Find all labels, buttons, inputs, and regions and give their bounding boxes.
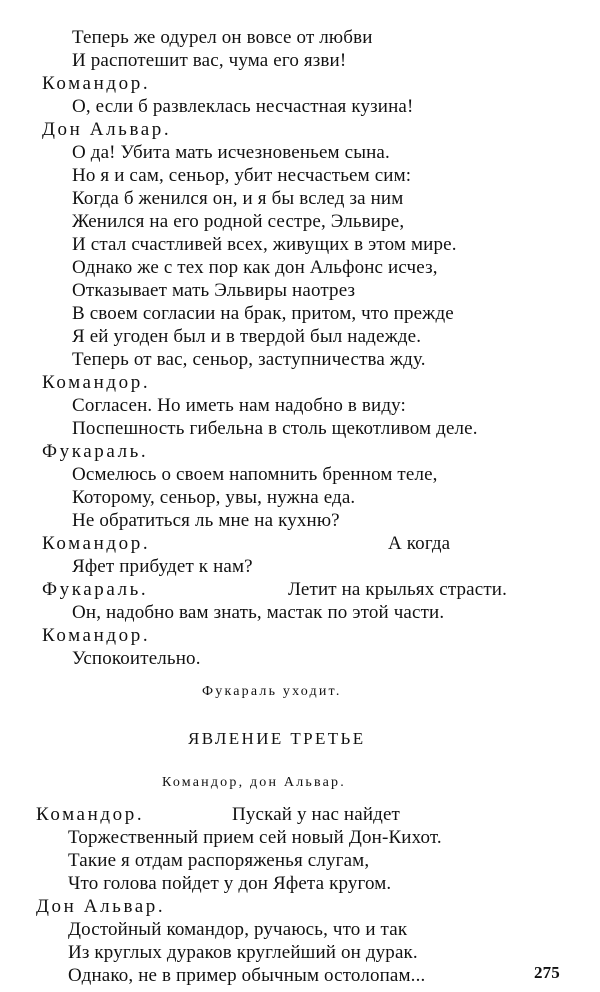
verse-line: Торжественный прием сей новый Дон-Кихот. bbox=[68, 827, 442, 848]
verse-line: О да! Убита мать исчезновеньем сына. bbox=[72, 142, 390, 163]
verse-line: Поспешность гибельна в столь щекотливом деле. bbox=[72, 418, 478, 439]
speaker-name: Фукараль. bbox=[42, 441, 149, 462]
verse-line: Летит на крыльях страсти. bbox=[288, 579, 508, 600]
verse-line: Что голова пойдет у дон Яфета кругом. bbox=[68, 873, 392, 894]
speaker-name: Дон Альвар. bbox=[36, 896, 166, 917]
scene-heading: ЯВЛЕНИЕ ТРЕТЬЕ bbox=[188, 729, 366, 748]
verse-line: И стал счастливей всех, живущих в этом мире. bbox=[72, 234, 457, 255]
verse-line: Женился на его родной сестре, Эльвире, bbox=[72, 211, 405, 232]
verse-line: Из круглых дураков круглейший он дурак. bbox=[68, 942, 418, 963]
verse-line: Яфет прибудет к нам? bbox=[72, 556, 253, 577]
verse-line: Которому, сеньор, увы, нужна еда. bbox=[72, 487, 356, 508]
verse-line: Теперь же одурел он вовсе от любви bbox=[72, 27, 373, 48]
page-number: 275 bbox=[534, 963, 560, 982]
speaker-name: Командор. bbox=[42, 73, 151, 94]
verse-line: Теперь от вас, сеньор, заступничества жду. bbox=[72, 349, 426, 370]
verse-line: А когда bbox=[388, 533, 451, 554]
speaker-name: Командор. bbox=[36, 804, 145, 825]
verse-line: Согласен. Но иметь нам надобно в виду: bbox=[72, 395, 406, 416]
verse-line: Но я и сам, сеньор, убит несчастьем сим: bbox=[72, 165, 412, 186]
speaker-name: Фукараль. bbox=[42, 579, 149, 600]
verse-line: В своем согласии на брак, притом, что прежде bbox=[72, 303, 454, 324]
verse-line: Он, надобно вам знать, мастак по этой части. bbox=[72, 602, 445, 623]
verse-line: Отказывает мать Эльвиры наотрез bbox=[72, 280, 356, 301]
speaker-name: Командор. bbox=[42, 625, 151, 646]
verse-line: И распотешит вас, чума его язви! bbox=[72, 50, 347, 71]
verse-line: О, если б развлеклась несчастная кузина! bbox=[72, 96, 414, 117]
verse-line: Не обратиться ль мне на кухню? bbox=[72, 510, 340, 531]
stage-direction: Фукараль уходит. bbox=[202, 684, 342, 699]
verse-line: Однако, не в пример обычным остолопам... bbox=[68, 965, 426, 986]
verse-line: Осмелюсь о своем напомнить бренном теле, bbox=[72, 464, 438, 485]
verse-line: Когда б женился он, и я бы вслед за ним bbox=[72, 188, 404, 209]
speaker-name: Командор. bbox=[42, 533, 151, 554]
speaker-name: Командор. bbox=[42, 372, 151, 393]
speaker-name: Дон Альвар. bbox=[42, 119, 172, 140]
verse-line: Успокоительно. bbox=[72, 648, 201, 669]
verse-line: Такие я отдам распоряженья слугам, bbox=[68, 850, 370, 871]
stage-direction: Командор, дон Альвар. bbox=[162, 775, 346, 790]
verse-line: Достойный командор, ручаюсь, что и так bbox=[68, 919, 408, 940]
verse-line: Однако же с тех пор как дон Альфонс исчез, bbox=[72, 257, 438, 278]
verse-line: Пускай у нас найдет bbox=[232, 804, 401, 825]
verse-line: Я ей угоден был и в твердой был надежде. bbox=[72, 326, 422, 347]
